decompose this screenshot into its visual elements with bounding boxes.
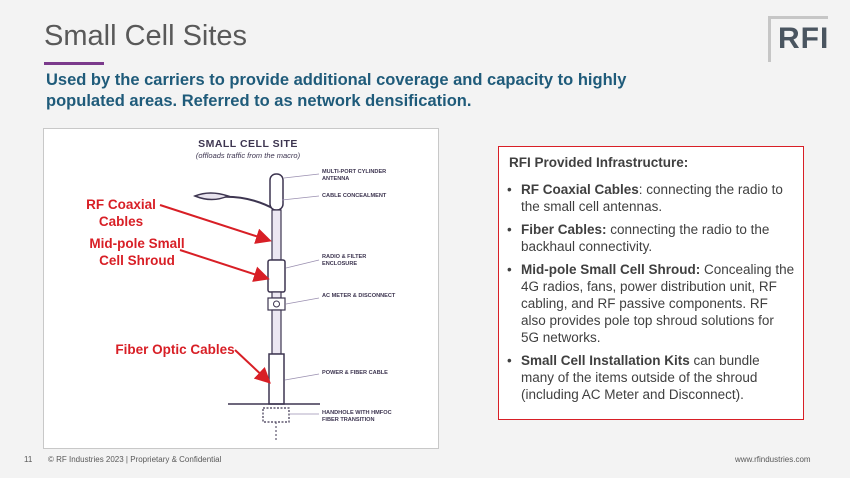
handhole — [263, 408, 289, 422]
item-title: RF Coaxial Cables — [521, 182, 639, 197]
pole-base — [269, 354, 284, 404]
footer-copyright: © RF Industries 2023 | Proprietary & Confidential — [48, 455, 222, 464]
leader-radio — [286, 260, 319, 268]
infrastructure-list — [505, 181, 795, 409]
fiber-arrow — [235, 350, 268, 381]
callout-rf-line1: RF Coaxial — [86, 197, 156, 212]
pole-lower — [272, 310, 281, 354]
callout-shroud-line2: Cell Shroud — [99, 253, 175, 268]
label-radio: RADIO & FILTER ENCLOSURE — [322, 254, 367, 267]
bullet-icon: • — [507, 182, 512, 197]
radio-enclosure — [268, 260, 285, 292]
leader-antenna — [284, 174, 319, 178]
callout-shroud — [83, 235, 191, 269]
bullet-icon: • — [507, 353, 512, 368]
street-light-arm — [218, 197, 276, 210]
cylinder-antenna — [270, 174, 283, 210]
slide-title: Small Cell Sites — [44, 20, 248, 52]
label-handhole: HANDHOLE WITH HMFOC FIBER TRANSITION — [322, 410, 392, 423]
street-light-head — [195, 193, 228, 200]
list-item — [505, 352, 795, 403]
list-item — [505, 221, 795, 255]
callout-rf-line2: Cables — [98, 214, 144, 229]
leader-concealment — [282, 196, 319, 200]
callout-shroud-line1: Mid-pole Small — [89, 236, 185, 251]
slide-subtitle: Used by the carriers to provide additional coverage and capacity to highly populated areas. Referred to as network densification. — [46, 71, 627, 110]
item-text: can bundle many of the items outside of the shroud (including AC Meter and Disconnect). — [521, 353, 760, 402]
bullet-icon: • — [507, 262, 512, 277]
panel-heading: RFI Provided Infrastructure: — [509, 155, 689, 170]
logo-text: RFI — [778, 22, 830, 55]
item-title: Fiber Cables: — [521, 222, 607, 237]
label-ac-meter: AC METER & DISCONNECT — [322, 293, 396, 299]
label-power: POWER & FIBER CABLE — [322, 370, 388, 376]
callout-rf-coaxial — [72, 196, 170, 230]
diagram-subtitle: (offloads traffic from the macro) — [195, 151, 301, 160]
shroud-arrow — [180, 250, 266, 278]
list-item — [505, 181, 795, 215]
item-text: connecting the radio to the backhaul connectivity. — [521, 222, 770, 254]
list-item — [505, 261, 795, 346]
infrastructure-panel — [498, 146, 804, 420]
item-title: Mid-pole Small Cell Shroud: — [521, 262, 701, 277]
page-number: 11 — [24, 455, 33, 464]
bullet-icon: • — [507, 222, 512, 237]
leader-power — [285, 374, 319, 380]
label-concealment: CABLE CONCEALMENT — [322, 193, 387, 199]
item-text: Concealing the 4G radios, fans, power distribution unit, RF cabling, and RF passive components. RF also provides pole top shroud solutions for 5G networks. — [521, 262, 795, 345]
item-text: : connecting the radio to the small cell antennas. — [521, 182, 783, 214]
leader-ac-meter — [286, 298, 319, 304]
callout-fiber: Fiber Optic Cables — [115, 342, 235, 357]
ac-meter-box — [268, 298, 285, 310]
pole-upper — [272, 210, 281, 260]
item-title: Small Cell Installation Kits — [521, 353, 690, 368]
footer-website[interactable]: www.rfindustries.com — [735, 455, 811, 464]
label-antenna: MULTI-PORT CYLINDER ANTENNA — [322, 169, 387, 182]
pole-mid — [272, 292, 281, 298]
diagram-title: SMALL CELL SITE — [198, 138, 298, 150]
